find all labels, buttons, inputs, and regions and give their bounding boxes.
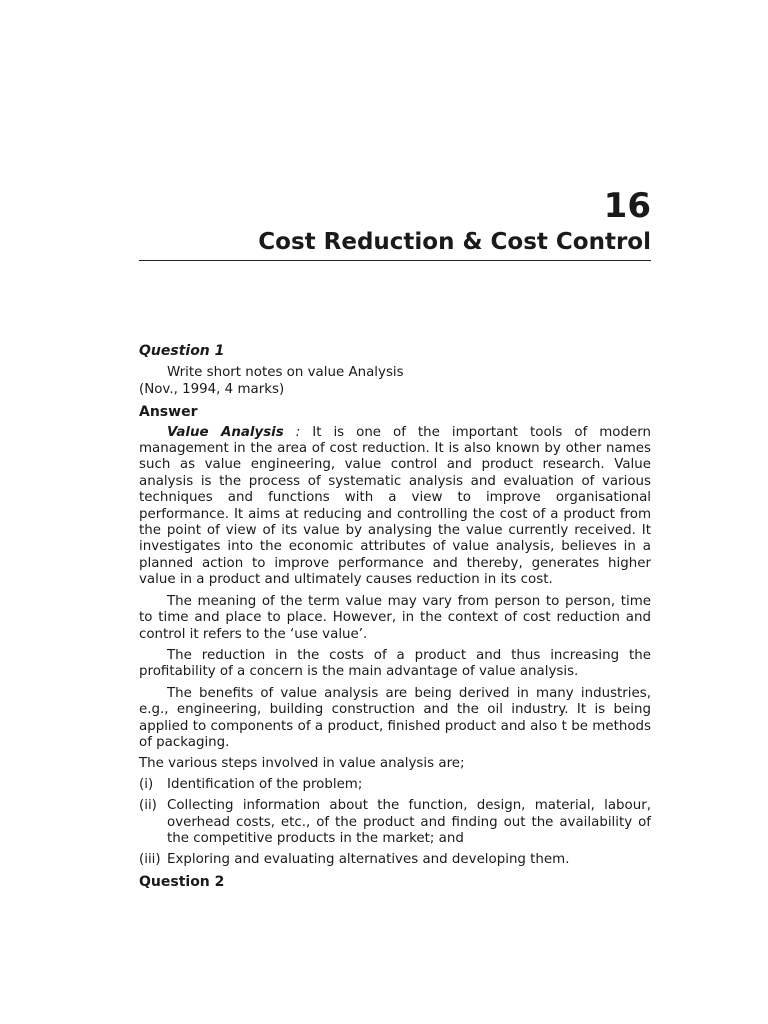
answer-paragraph-3: The reduction in the costs of a product and thus increasing the profitability of a concern is the main advantage of value analysis.	[139, 647, 651, 680]
answer-paragraph-2: The meaning of the term value may vary from person to person, time to time and place to place. However, in the context of cost reduction and control it refers to the ‘use value’.	[139, 593, 651, 642]
list-item	[139, 852, 651, 868]
list-item	[139, 777, 651, 793]
step-text: Exploring and evaluating alternatives and developing them.	[167, 852, 570, 868]
answer-paragraph-1	[139, 425, 651, 589]
content-body	[139, 343, 651, 890]
question-1-marks: (Nov., 1994, 4 marks)	[139, 381, 285, 397]
list-item	[139, 798, 651, 847]
question-2-heading: Question 2	[139, 873, 225, 890]
step-number: (iii)	[139, 852, 161, 868]
step-number: (i)	[139, 776, 154, 792]
steps-intro: The various steps involved in value analysis are;	[139, 756, 465, 772]
answer-heading: Answer	[139, 404, 198, 421]
step-number: (ii)	[139, 798, 157, 814]
question-1-text: Write short notes on value Analysis	[167, 365, 404, 381]
answer-paragraph-4: The benefits of value analysis are being derived in many industries, e.g., engineering, building construction and the oil industry. It is being applied to components of a product, finished product and also t be methods of packaging.	[139, 685, 651, 750]
value-analysis-term: Value Analysis	[167, 424, 284, 440]
answer-paragraph-1-text: It is one of the important tools of modern management in the area of cost reduction. It is also known by other names such as value engineering, value control and product research. Value analysis is the process of systematic analysis and evaluation of various techniques and functions with a view to improve organisational performance. It aims at reducing and controlling the cost of a product from the point of view of its value by analysing the value currently received. It investigates into the economic attributes of value analysis, believes in a planned action to improve performance and thereby, generates higher value in a product and ultimately causes reduction in its cost.	[139, 424, 651, 588]
chapter-title: Cost Reduction & Cost Control	[258, 229, 651, 255]
step-text: Identification of the problem;	[167, 776, 363, 792]
term-separator: :	[283, 424, 313, 440]
chapter-number: 16	[603, 186, 651, 226]
title-divider	[139, 260, 651, 261]
step-text: Collecting information about the function, design, material, labour, overhead costs, etc., of the product and finding out the availability of the competitive products in the market; and	[167, 798, 651, 846]
question-1-heading: Question 1	[139, 343, 225, 359]
